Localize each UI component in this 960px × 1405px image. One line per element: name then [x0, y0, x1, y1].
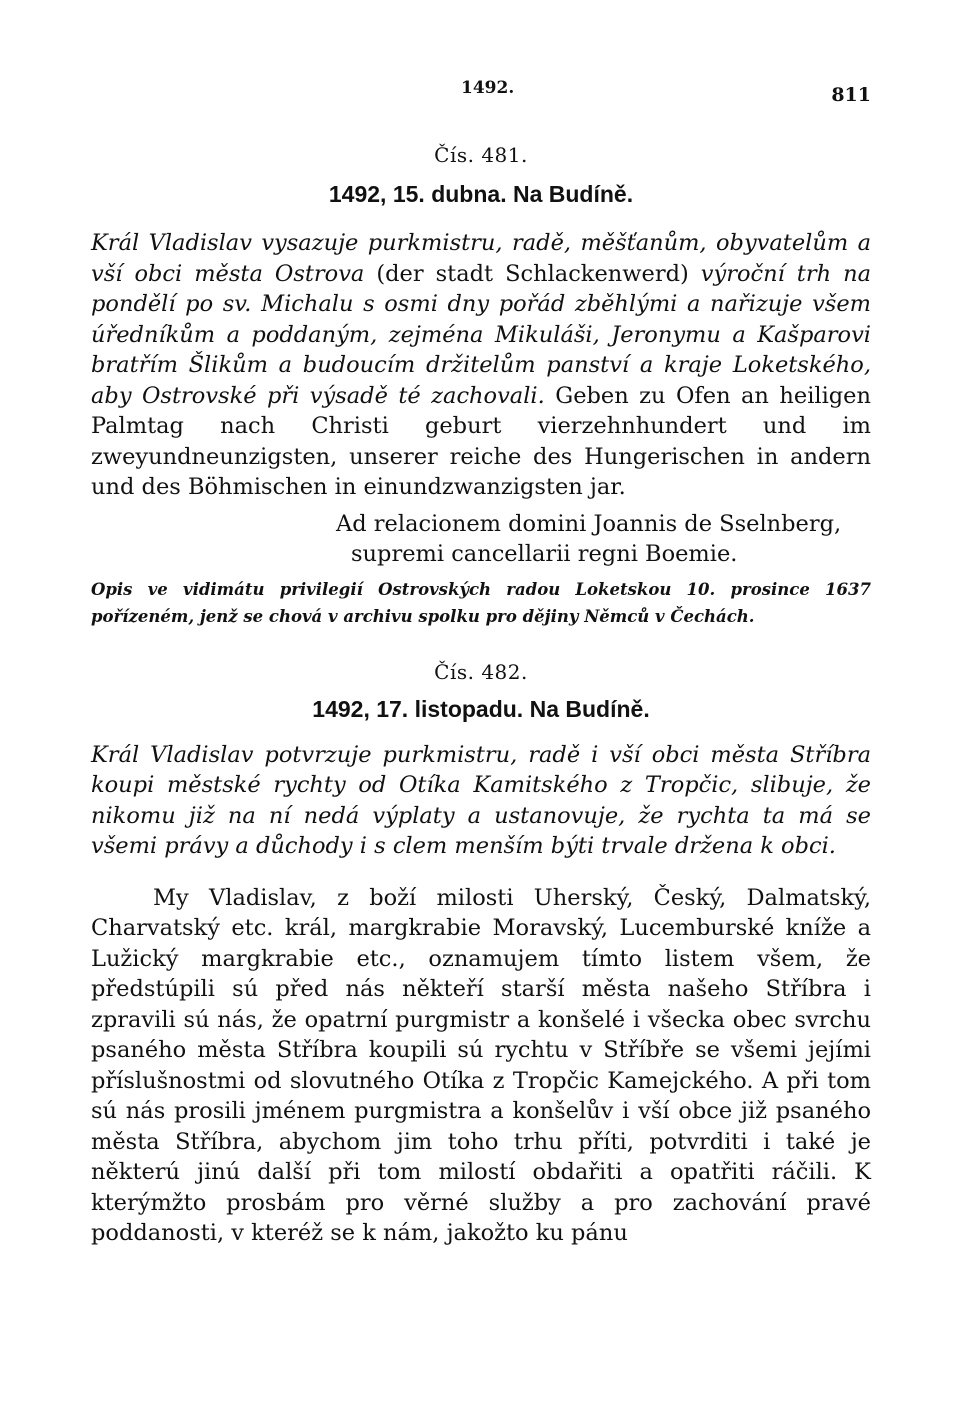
attestation-line-1: Ad relacionem domini Joannis de Sselnberg, — [336, 510, 842, 537]
document-number: Čís. 482. — [434, 659, 528, 684]
attestation-line-2: supremi cancellarii regni Boemie. — [351, 540, 738, 567]
document-text: Geben zu Ofen an heiligen Palmtag nach Christi geburt vierzehnhundert und im zweyundneunzigsten, unserer reiche des Hungerischen in andern und des Böhmischen in einundzwanzigsten jar. — [91, 382, 871, 500]
document-regest — [91, 228, 871, 503]
regest-text-continued: výroční trh na pondělí po sv. Michalu s osmi dny pořád zběhlými a nařizuje všem úředníkům a poddaným, zejména Mikuláši, Jeronymu a Kašparovi bratřím Šlikům a budoucím držitelům panství a kraje Loketského, aby Ostrovské při výsadě té zachovali. — [91, 260, 872, 409]
regest-german-place-name: (der stadt Schlackenwerd) — [364, 260, 701, 287]
document-page — [91, 70, 871, 1249]
regest-text: Král Vladislav vysazuje purkmistru, radě, měšťanům, obyvatelům a vší obci města Ostrova — [91, 230, 871, 287]
running-head — [91, 70, 871, 114]
document-482 — [91, 660, 871, 1249]
document-regest: Král Vladislav potvrzuje purkmistru, radě i vší obci města Stříbra koupi městské rychty od Otíka Kamitského z Tropčic, slibuje, že nikomu již na ní nedá výplaty a ustanovuje, že rychta ta má se všemi právy a důchody i s clem menším býti trvale držena k obci. — [91, 741, 871, 859]
page-number: 811 — [831, 84, 871, 106]
attestation — [336, 509, 871, 569]
running-head-year: 1492. — [461, 78, 515, 98]
document-date-place: 1492, 15. dubna. Na Budíně. — [328, 181, 634, 207]
document-481 — [91, 143, 871, 630]
document-text: My Vladislav, z boží milosti Uherský, Český, Dalmatský, Charvatský etc. král, margkrabie Moravský, Lucemburské kníže a Lužický margkrabie etc., oznamujem tímto listem všem, že předstúpili sú před nás někteří starší města našeho Stříbra i zpravili sú nás, že opatrní purgmistr a konšelé i všecka obec svrchu psaného města Stříbra koupili sú rychtu v Stříbře se všemi jejími příslušnostmi od slovutného Otíka z Tropčic Kamejckého. A při tom sú nás prosili jménem purgmistra a konšelův i vší obce již psaného města Stříbra, abychom jim toho trhu příti, potvrditi i také je některú jinú další při tom milostí obdařiti a opatřiti ráčili. K kterýmžto prosbám pro věrné služby a pro zachování pravé poddanosti, v kteréž se k nám, jakožto ku pánu — [91, 884, 871, 1246]
document-number: Čís. 481. — [434, 143, 528, 167]
document-date-place: 1492, 17. listopadu. Na Budíně. — [312, 695, 650, 722]
source-note: Opis ve vidimátu privilegií Ostrovských radou Loketskou 10. prosince 1637 pořízeném, jenž se chová v archivu spolku pro dějiny Němců v Čechách. — [91, 579, 871, 626]
